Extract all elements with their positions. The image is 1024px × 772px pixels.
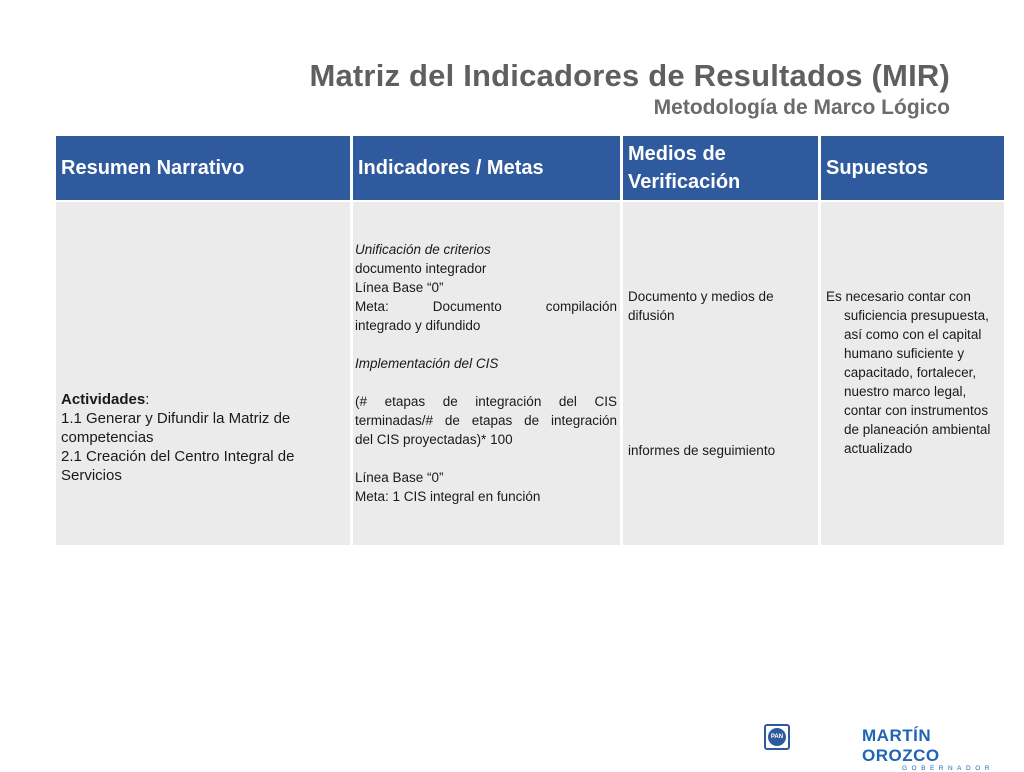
actividades-block (61, 390, 341, 485)
brand-subtitle: GOBERNADOR (902, 765, 994, 772)
formula-line-1: (# etapas de integración del CIS (355, 394, 617, 409)
cell-medios-verificacion (623, 202, 818, 545)
pan-logo-icon (764, 724, 790, 750)
pan-logo-text: PAN (768, 728, 786, 746)
mir-table (56, 136, 1004, 545)
meta-cis: Meta: 1 CIS integral en función (355, 489, 541, 504)
slide-title: Matriz del Indicadores de Resultados (MIR) (309, 58, 950, 93)
actividades-label: Actividades (61, 391, 146, 408)
slide-subtitle: Metodología de Marco Lógico (653, 96, 950, 119)
indicador-implementacion-cis: Implementación del CIS (355, 356, 499, 371)
actividades-colon: : (145, 391, 150, 408)
header-indicadores-metas: Indicadores / Metas (353, 136, 620, 200)
supuesto-rest: suficiencia presupuesta, así como con el capital humano suficiente y capacitado, fortalecer, nuestro marco legal, contar con instrumentos de planeación ambiental actualizado (844, 308, 991, 456)
supuesto-first-line: Es necesario contar con (826, 289, 971, 304)
cell-supuestos (821, 202, 1004, 545)
header-medios-verificacion: Medios de Verificación (623, 136, 818, 200)
header-resumen-narrativo: Resumen Narrativo (56, 136, 350, 200)
supuestos-block (826, 287, 1002, 458)
medio-informes: informes de seguimiento (628, 443, 776, 458)
indicadores-block (355, 240, 617, 506)
cell-indicadores-metas (353, 202, 620, 545)
cell-resumen-narrativo (56, 202, 350, 545)
formula-line-3: del CIS proyectadas)* 100 (355, 432, 513, 447)
medio-documento: Documento y medios de difusión (628, 289, 774, 323)
formula-line-2: terminadas/# de etapas de integración (355, 413, 617, 428)
header-supuestos: Supuestos (821, 136, 1004, 200)
meta-documento-b: integrado y difundido (355, 318, 481, 333)
meta-documento-a: Meta: Documento compilación (355, 299, 617, 314)
indicador-unificacion: Unificación de criterios (355, 242, 491, 257)
actividad-2-1: 2.1 Creación del Centro Integral de Servicios (61, 448, 295, 484)
actividad-1-1: 1.1 Generar y Difundir la Matriz de competencias (61, 410, 291, 446)
linea-base-1: Línea Base “0” (355, 280, 444, 295)
brand-logo (862, 726, 1012, 772)
linea-base-2: Línea Base “0” (355, 470, 444, 485)
indicador-documento: documento integrador (355, 261, 487, 276)
brand-name: MARTÍN OROZCO (862, 726, 940, 765)
